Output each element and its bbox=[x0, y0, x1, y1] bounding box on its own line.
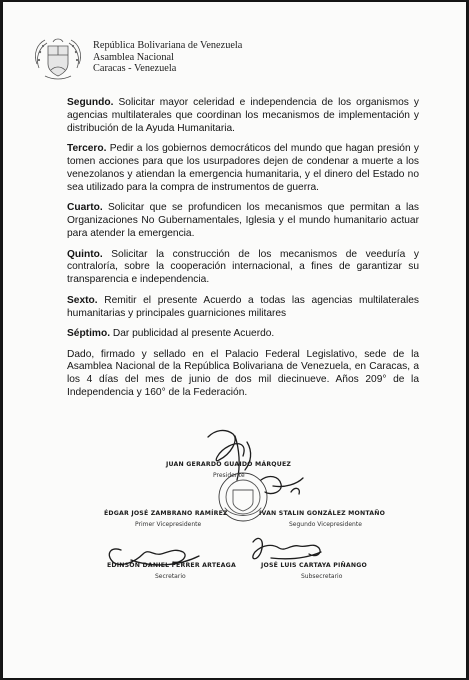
signature-second-vp-icon bbox=[261, 477, 303, 494]
signature-block bbox=[3, 422, 466, 622]
handwritten-signatures bbox=[3, 422, 466, 622]
paragraph-text: Solicitar que se profundicen los mecanismos que permitan a las Organizaciones No Gubernamentales, Iglesia y el mundo humanitario actuar para atender la emergencia. bbox=[67, 202, 419, 240]
paragraph-heading: Segundo. bbox=[67, 97, 114, 108]
document-page bbox=[3, 2, 466, 678]
paragraph-heading: Séptimo. bbox=[67, 328, 111, 340]
agreement-body bbox=[67, 97, 419, 408]
paragraph-text: Solicitar la construcción de los mecanismos de veeduría y contraloría, sobre la cooperación internacional, a fines de garantizar su transparencia e independencia. bbox=[67, 248, 419, 286]
paragraph-heading: Tercero. bbox=[67, 143, 107, 155]
letterhead-city: Caracas - Venezuela bbox=[93, 63, 177, 75]
letterhead-country: República Bolivariana de Venezuela bbox=[93, 40, 243, 51]
second-vp-name: IVAN STALIN GONZÁLEZ MONTAÑO bbox=[259, 510, 386, 517]
paragraph-closing bbox=[67, 349, 419, 401]
paragraph-text: Dado, firmado y sellado en el Palacio Federal Legislativo, sede de la Asamblea Nacional de la República Bolivariana de Venezuela, en Caracas, a los 4 días del mes de junio de dos mil diecinueve. Años 209° de la Independencia y 160° de la Federación. bbox=[67, 348, 419, 399]
secretary-name: EDINSON DANIEL FERRER ARTEAGA bbox=[107, 562, 236, 569]
paragraph-heading: Cuarto. bbox=[67, 202, 103, 214]
paragraph-cuarto bbox=[67, 202, 419, 241]
signature-subsecretary-icon bbox=[253, 538, 321, 558]
paragraph-segundo bbox=[67, 97, 419, 136]
paragraph-heading: Quinto. bbox=[67, 248, 103, 260]
paragraph-text: Solicitar mayor celeridad e independencia de los organismos y agencias multilaterales que coordinan los mecanismos de implementación y distribución de la Ayuda Humanitaria. bbox=[67, 97, 419, 134]
letterhead-institution: Asamblea Nacional bbox=[93, 51, 174, 63]
president-name: JUAN GERARDO GUAIDÓ MÁRQUEZ bbox=[166, 461, 292, 468]
paragraph-quinto bbox=[67, 249, 419, 288]
first-vp-title: Primer Vicepresidente bbox=[135, 521, 202, 528]
president-title: Presidente bbox=[213, 472, 245, 479]
paragraph-tercero bbox=[67, 143, 419, 195]
paragraph-text: Dar publicidad al presente Acuerdo. bbox=[110, 328, 275, 340]
subsecretary-title: Subsecretario bbox=[301, 573, 343, 580]
paragraph-sexto bbox=[67, 295, 419, 321]
letterhead bbox=[93, 40, 242, 75]
secretary-title: Secretario bbox=[155, 573, 186, 580]
subsecretary-name: JOSÉ LUIS CARTAYA PIÑANGO bbox=[261, 562, 367, 569]
paragraph-septimo bbox=[67, 328, 419, 341]
paragraph-heading: Sexto. bbox=[67, 294, 98, 306]
first-vp-name: ÉDGAR JOSÉ ZAMBRANO RAMÍREZ bbox=[104, 510, 228, 517]
paragraph-text: Pedir a los gobiernos democráticos del mundo que hagan presión y tomen acciones para que los usurpadores dejen de condenar a muerte a los venezolanos y atiendan la emergencia humanitaria, y el dinero del Estado no sea utilizado para la compra de instrumentos de guerra. bbox=[67, 143, 419, 193]
paragraph-text: Remitir el presente Acuerdo a todas las agencias multilaterales humanitarias y principales guarniciones militares bbox=[67, 294, 419, 319]
second-vp-title: Segundo Vicepresidente bbox=[289, 521, 362, 528]
coat-of-arms-icon bbox=[31, 34, 85, 86]
